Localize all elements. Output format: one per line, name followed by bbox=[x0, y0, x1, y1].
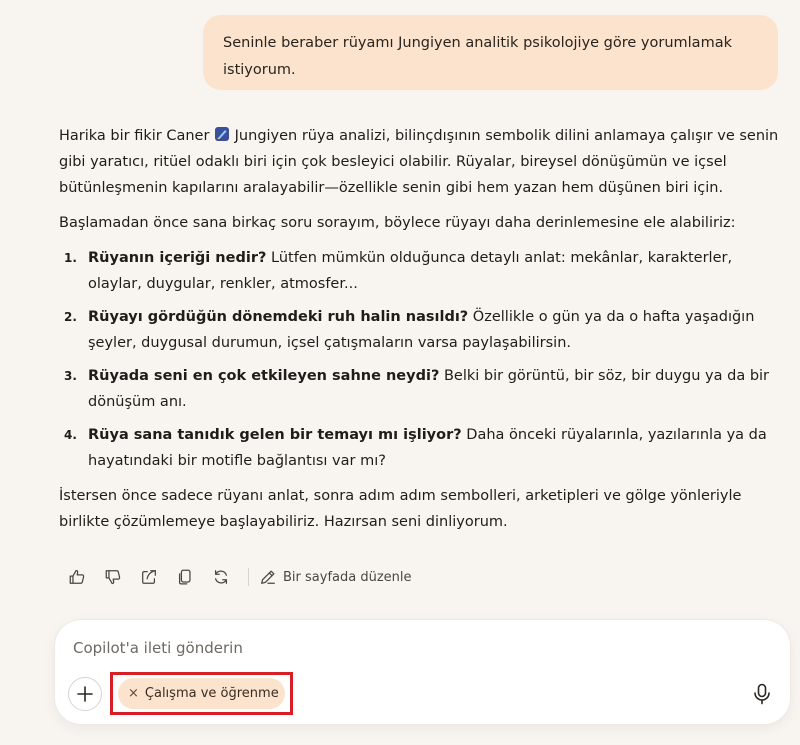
assistant-intro: Harika bir fikir Caner Jungiyen rüya analizi, bilinçdışının sembolik dilini anlamaya çalışır ve senin gibi yaratıcı, ritüel odaklı biri için çok besleyici olabilir. Rüyalar, bireysel dönüşümün ve içsel bütünleşmenin kapılarını aralayabilir—özellikle senin gibi hem yazan hem düşünen biri için. bbox=[59, 128, 779, 196]
divider bbox=[248, 568, 249, 586]
add-attachment-button[interactable] bbox=[68, 677, 102, 711]
thumbs-down-icon bbox=[104, 568, 122, 586]
user-message-text: Seninle beraber rüyamı Jungiyen analitik psikolojiye göre yorumlamak istiyorum. bbox=[223, 35, 732, 78]
share-icon bbox=[140, 568, 158, 586]
edit-in-page-label: Bir sayfada düzenle bbox=[283, 569, 412, 585]
microphone-icon bbox=[752, 683, 772, 705]
art-brush-icon bbox=[214, 126, 230, 142]
message-composer bbox=[55, 620, 790, 724]
regenerate-button[interactable] bbox=[210, 566, 232, 588]
response-actions bbox=[66, 566, 412, 588]
user-message-bubble bbox=[203, 15, 778, 90]
question-list bbox=[59, 245, 789, 474]
edit-pen-icon bbox=[259, 568, 277, 586]
share-button[interactable] bbox=[138, 566, 160, 588]
list-item: 4. Rüya sana tanıdık gelen bir temayı mı işliyor? Daha önceki rüyalarınla, yazılarınla ya da hayatındaki bir motifle bağlantısı var mı? bbox=[64, 427, 767, 469]
close-icon[interactable]: × bbox=[128, 686, 139, 701]
assistant-lead: Başlamadan önce sana birkaç soru sorayım, böylece rüyayı daha derinlemesine ele alabiliriz: bbox=[59, 215, 736, 231]
assistant-response bbox=[59, 123, 789, 544]
voice-input-button[interactable] bbox=[748, 680, 776, 708]
plus-icon bbox=[76, 685, 94, 703]
list-item: 2. Rüyayı gördüğün dönemdeki ruh halin nasıldı? Özellikle o gün ya da o hafta yaşadığın şeyler, duygusal durumun, içsel çatışmaların varsa paylaşabilirsin. bbox=[64, 309, 755, 351]
copy-button[interactable] bbox=[174, 566, 196, 588]
like-button[interactable] bbox=[66, 566, 88, 588]
list-item: 1. Rüyanın içeriği nedir? Lütfen mümkün olduğunca detaylı anlat: mekânlar, karakterler, olaylar, duygular, renkler, atmosfer... bbox=[64, 250, 733, 292]
copy-icon bbox=[176, 568, 194, 586]
mode-chip-study[interactable] bbox=[118, 678, 285, 709]
mode-chip-label: Çalışma ve öğrenme bbox=[144, 686, 279, 701]
assistant-closing: İstersen önce sadece rüyanı anlat, sonra adım adım sembolleri, arketipleri ve gölge yönleriyle birlikte çözümlemeye başlayabiliriz. Hazırsan seni dinliyorum. bbox=[59, 488, 742, 530]
list-item: 3. Rüyada seni en çok etkileyen sahne neydi? Belki bir görüntü, bir söz, bir duygu ya da bir dönüşüm anı. bbox=[64, 368, 770, 410]
message-input[interactable] bbox=[73, 636, 723, 660]
edit-in-page-button[interactable] bbox=[259, 568, 412, 586]
regenerate-icon bbox=[212, 568, 230, 586]
dislike-button[interactable] bbox=[102, 566, 124, 588]
highlight-frame bbox=[110, 672, 293, 715]
thumbs-up-icon bbox=[68, 568, 86, 586]
